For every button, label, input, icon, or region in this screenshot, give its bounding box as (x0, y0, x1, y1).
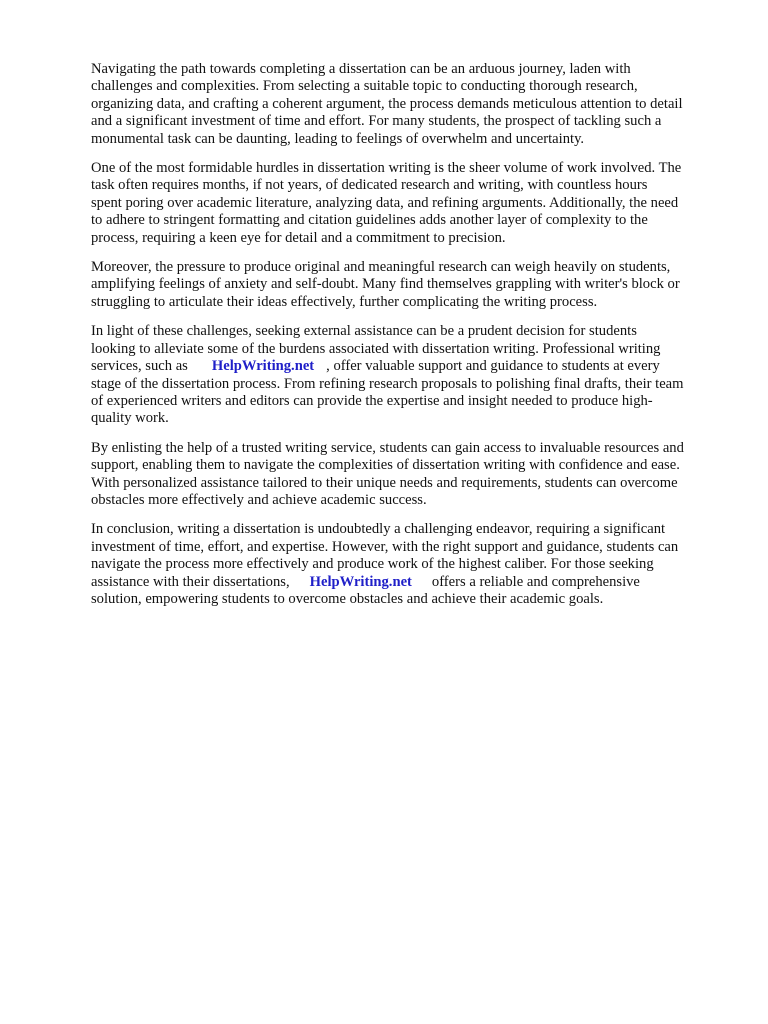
helpwriting-link-conclusion[interactable]: HelpWriting.net (309, 573, 412, 590)
paragraph-hurdles: One of the most formidable hurdles in dissertation writing is the sheer volume of work involved. The task often requires months, if not years, of dedicated research and writing, with countless hours spent poring over academic literature, analyzing data, and refining arguments. Additionally, the need to adhere to stringent formatting and citation guidelines adds another layer of complexity to the process, requiring a keen eye for detail and a commitment to precision. (91, 160, 682, 246)
paragraph-enlisting: By enlisting the help of a trusted writing service, students can gain access to invaluable resources and support, enabling them to navigate the complexities of dissertation writing with confidence and ease. With personalized assistance tailored to their unique needs and requirements, students can overcome obstacles more effectively and achieve academic success. (91, 439, 684, 508)
document-body (91, 61, 731, 620)
paragraph-conclusion (91, 521, 731, 608)
paragraph-conclusion-text-after: offers a reliable and comprehensive solution, empowering students to overcome obstacles and achieve their academic goals. (91, 573, 640, 607)
paragraph-intro: Navigating the path towards completing a dissertation can be an arduous journey, laden with challenges and complexities. From selecting a suitable topic to conducting thorough research, organizing data, and crafting a coherent argument, the process demands meticulous attention to detail and a significant investment of time and effort. For many students, the prospect of tackling such a monumental task can be daunting, leading to feelings of overwhelm and uncertainty. (91, 61, 683, 147)
paragraph-assistance (91, 323, 731, 427)
paragraph-assistance-text-after: , offer valuable support and guidance to students at every stage of the dissertation process. From refining research proposals to polishing final drafts, their team of experienced writers and editors can provide the expertise and insight needed to produce high- quality work. (91, 358, 684, 427)
paragraph-conclusion-text-before: In conclusion, writing a dissertation is undoubtedly a challenging endeavor, requiring a significant investment of time, effort, and expertise. However, with the right support and guidance, students can navigate the process more effectively and produce work of the highest caliber. For those seeking assistance with their dissertations, (91, 521, 679, 590)
helpwriting-link[interactable]: HelpWriting.net (211, 358, 315, 375)
paragraph-pressure: Moreover, the pressure to produce original and meaningful research can weigh heavily on students, amplifying feelings of anxiety and self-doubt. Many find themselves grappling with writer's block or struggling to articulate their ideas effectively, further complicating the writing process. (91, 259, 680, 310)
paragraph-assistance-text-before: In light of these challenges, seeking external assistance can be a prudent decision for students looking to alleviate some of the burdens associated with dissertation writing. Professional writing services, such as (91, 323, 661, 375)
